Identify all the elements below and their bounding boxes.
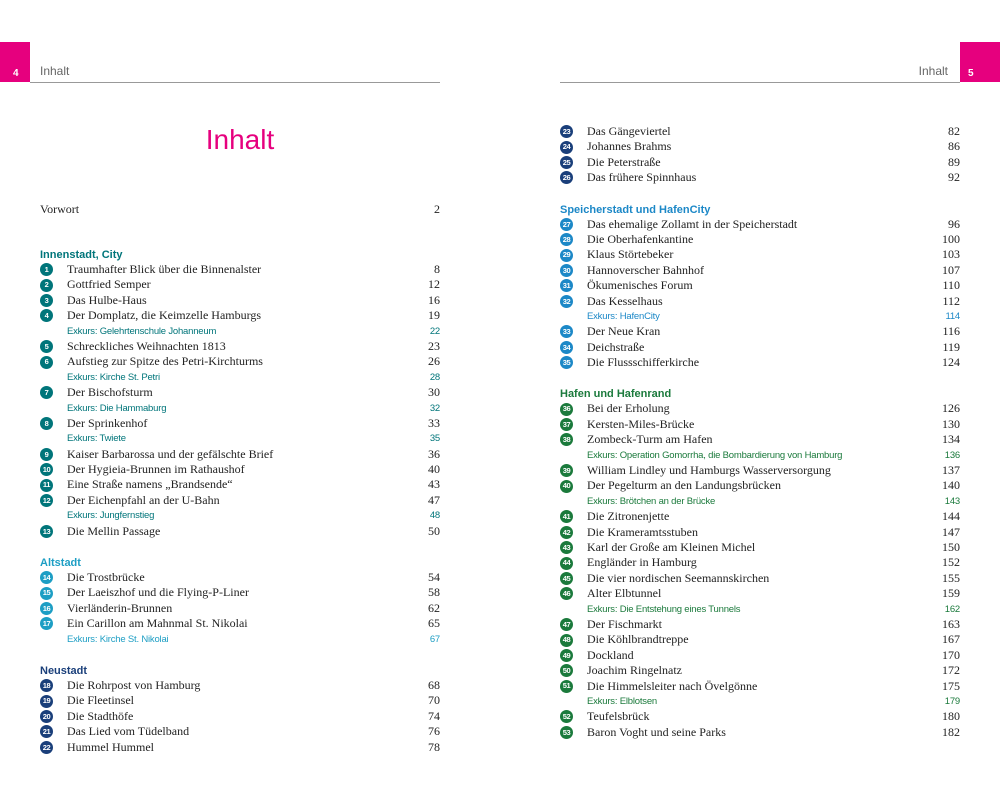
- number-badge-icon: 17: [40, 617, 53, 630]
- entry-title: Karl der Große am Kleinen Michel: [587, 539, 756, 554]
- entry-title: Teufelsbrück: [587, 709, 650, 724]
- toc-entry[interactable]: [560, 709, 960, 724]
- entry-title: William Lindley und Hamburgs Wasserversorgung: [587, 463, 831, 478]
- entry-title: Der Fischmarkt: [587, 616, 662, 631]
- running-header-left: Inhalt: [40, 64, 70, 78]
- entry-title: Baron Voght und seine Parks: [587, 724, 726, 739]
- entry-page: 134: [942, 432, 960, 447]
- number-badge-icon: 49: [560, 649, 573, 662]
- entry-title: Das ehemalige Zollamt in der Speicherstadt: [587, 216, 798, 231]
- entry-page: 170: [942, 647, 960, 662]
- number-badge-icon: 52: [560, 710, 573, 723]
- toc-entry[interactable]: [560, 247, 960, 262]
- entry-title: Die Zitronenjette: [587, 509, 670, 524]
- entry-title: Das frühere Spinnhaus: [587, 170, 697, 185]
- toc-entry[interactable]: [40, 462, 440, 477]
- number-badge-icon: 31: [560, 279, 573, 292]
- toc-section: [560, 387, 960, 740]
- entry-title: Aufstieg zur Spitze des Petri-Kirchturms: [67, 354, 263, 369]
- entry-title: Der Neue Kran: [587, 324, 661, 339]
- toc-entry[interactable]: [560, 663, 960, 678]
- entry-title: Hummel Hummel: [67, 739, 154, 754]
- number-badge-icon: 4: [40, 309, 53, 322]
- entry-title: Klaus Störtebeker: [587, 247, 674, 262]
- entry-page: 100: [942, 231, 960, 246]
- toc-exkurs-entry[interactable]: [40, 508, 440, 523]
- number-badge-icon: 3: [40, 294, 53, 307]
- toc-entry[interactable]: [560, 294, 960, 309]
- entry-page: 70: [428, 693, 440, 708]
- entry-page: 119: [942, 339, 960, 354]
- entry-page: 43: [428, 477, 440, 492]
- toc-entry[interactable]: [560, 679, 960, 694]
- toc-entry[interactable]: [40, 570, 440, 585]
- entry-title: Das Gängeviertel: [587, 124, 671, 138]
- toc-exkurs-entry[interactable]: [560, 694, 960, 709]
- entry-title: Johannes Brahms: [587, 139, 672, 154]
- entry-title: Eine Straße namens „Brandsende“: [67, 477, 233, 492]
- entry-page: 144: [942, 509, 960, 524]
- entry-page: 16: [428, 292, 440, 307]
- entry-title: Der Hygieia-Brunnen im Rathaushof: [67, 462, 245, 477]
- entry-title: Der Sprinkenhof: [67, 415, 148, 430]
- entry-title: Exkurs: Kirche St. Nikolai: [67, 633, 169, 645]
- entry-title: Der Bischofsturm: [67, 385, 153, 400]
- entry-page: 180: [942, 709, 960, 724]
- toc-section: [560, 124, 960, 186]
- toc-entry[interactable]: [560, 725, 960, 740]
- entry-page: 130: [942, 416, 960, 431]
- entry-page: 35: [429, 433, 440, 445]
- number-badge-icon: 10: [40, 463, 53, 476]
- toc-entry[interactable]: [40, 416, 440, 431]
- entry-title: Vierländerin-Brunnen: [67, 600, 173, 615]
- toc-entry[interactable]: [40, 277, 440, 292]
- number-badge-icon: 37: [560, 418, 573, 431]
- number-badge-icon: 18: [40, 679, 53, 692]
- entry-title: Die Flussschifferkirche: [587, 355, 700, 370]
- number-badge-icon: 36: [560, 403, 573, 416]
- page-number-right: 5: [968, 68, 974, 79]
- toc-entry[interactable]: [40, 477, 440, 492]
- running-header-right: Inhalt: [918, 64, 948, 78]
- number-badge-icon: 51: [560, 680, 573, 693]
- toc-entry[interactable]: [560, 217, 960, 232]
- entry-title: Gottfried Semper: [67, 277, 151, 292]
- entry-page: 182: [942, 724, 960, 739]
- toc-entry[interactable]: [40, 262, 440, 277]
- toc-entry[interactable]: [560, 124, 960, 139]
- entry-page: 159: [942, 586, 960, 601]
- section-heading: Innenstadt, City: [40, 249, 123, 261]
- number-badge-icon: 15: [40, 587, 53, 600]
- entry-title: Ökumenisches Forum: [587, 278, 693, 293]
- vorwort-title: Vorwort: [40, 202, 80, 216]
- entry-title: Die Mellin Passage: [67, 523, 161, 538]
- number-badge-icon: 22: [40, 741, 53, 754]
- entry-page: 143: [944, 495, 960, 507]
- number-badge-icon: 28: [560, 233, 573, 246]
- toc-entry[interactable]: [560, 525, 960, 540]
- entry-title: Exkurs: Kirche St. Petri: [67, 371, 160, 383]
- number-badge-icon: 38: [560, 433, 573, 446]
- number-badge-icon: 43: [560, 541, 573, 554]
- toc-entry[interactable]: [560, 432, 960, 447]
- toc-entry[interactable]: [40, 724, 440, 739]
- number-badge-icon: 12: [40, 494, 53, 507]
- entry-page: 58: [428, 585, 440, 600]
- entry-title: Zombeck-Turm am Hafen: [587, 432, 713, 447]
- toc-section: [40, 556, 440, 647]
- entry-title: Deichstraße: [587, 339, 645, 354]
- entry-title: Kersten-Miles-Brücke: [587, 416, 695, 431]
- entry-page: 62: [428, 600, 440, 615]
- number-badge-icon: 32: [560, 295, 573, 308]
- toc-exkurs-entry[interactable]: [40, 370, 440, 385]
- entry-title: Exkurs: Brötchen an der Brücke: [587, 495, 716, 507]
- number-badge-icon: 26: [560, 171, 573, 184]
- entry-page: 50: [428, 523, 440, 538]
- number-badge-icon: 27: [560, 218, 573, 231]
- entry-page: 65: [428, 616, 440, 631]
- entry-title: Der Domplatz, die Keimzelle Hamburgs: [67, 308, 262, 323]
- entry-title: Exkurs: Die Hammaburg: [67, 402, 167, 414]
- entry-page: 150: [942, 539, 960, 554]
- header-rule-left: [30, 82, 440, 83]
- number-badge-icon: 7: [40, 386, 53, 399]
- entry-page: 112: [942, 293, 960, 308]
- entry-page: 12: [428, 277, 440, 292]
- vorwort-page: 2: [434, 202, 440, 216]
- number-badge-icon: 29: [560, 249, 573, 262]
- number-badge-icon: 30: [560, 264, 573, 277]
- toc-entry[interactable]: [40, 493, 440, 508]
- entry-title: Exkurs: Operation Gomorrha, die Bombardierung von Hamburg: [587, 449, 843, 461]
- entry-page: 54: [428, 570, 440, 585]
- entry-title: Die vier nordischen Seemannskirchen: [587, 570, 770, 585]
- entry-title: Das Kesselhaus: [587, 293, 663, 308]
- entry-title: Exkurs: Elblotsen: [587, 695, 657, 707]
- entry-title: Exkurs: Twiete: [67, 433, 126, 445]
- entry-page: 36: [428, 446, 440, 461]
- number-badge-icon: 45: [560, 572, 573, 585]
- entry-title: Der Eichenpfahl an der U-Bahn: [67, 492, 220, 507]
- toc-entry[interactable]: [560, 463, 960, 478]
- toc-entry[interactable]: [40, 354, 440, 369]
- entry-page: 126: [942, 401, 960, 416]
- toc-entry[interactable]: [560, 555, 960, 570]
- entry-page: 96: [948, 216, 960, 231]
- toc-left-column: [40, 248, 440, 772]
- entry-title: Die Rohrpost von Hamburg: [67, 677, 201, 692]
- toc-entry[interactable]: [40, 709, 440, 724]
- number-badge-icon: 48: [560, 634, 573, 647]
- toc-entry[interactable]: [40, 616, 440, 631]
- entry-page: 22: [429, 325, 440, 337]
- toc-exkurs-entry[interactable]: [40, 401, 440, 416]
- entry-page: 147: [942, 524, 960, 539]
- toc-entry[interactable]: [560, 170, 960, 185]
- entry-page: 74: [428, 708, 440, 723]
- toc-entry[interactable]: [40, 339, 440, 354]
- entry-page: 47: [428, 492, 440, 507]
- number-badge-icon: 41: [560, 510, 573, 523]
- entry-title: Die Köhlbrandtreppe: [587, 632, 689, 647]
- entry-page: 48: [429, 510, 440, 522]
- entry-title: Engländer in Hamburg: [587, 555, 697, 570]
- entry-page: 114: [945, 310, 960, 322]
- entry-page: 28: [429, 371, 440, 383]
- section-heading: Altstadt: [40, 557, 81, 570]
- toc-entry[interactable]: [560, 155, 960, 170]
- number-badge-icon: 47: [560, 618, 573, 631]
- entry-title: Die Fleetinsel: [67, 693, 134, 708]
- entry-title: Schreckliches Weihnachten 1813: [67, 338, 226, 353]
- page-number-tab-right: [960, 42, 1000, 82]
- number-badge-icon: 20: [40, 710, 53, 723]
- entry-page: 136: [944, 449, 960, 461]
- entry-page: 103: [942, 247, 960, 262]
- toc-entry[interactable]: [560, 509, 960, 524]
- number-badge-icon: 19: [40, 695, 53, 708]
- entry-title: Die Himmelsleiter nach Övelgönne: [587, 678, 758, 693]
- entry-page: 78: [428, 739, 440, 754]
- toc-entry[interactable]: [40, 308, 440, 323]
- entry-title: Bei der Erholung: [587, 401, 670, 416]
- number-badge-icon: 46: [560, 587, 573, 600]
- entry-page: 92: [948, 170, 960, 185]
- toc-exkurs-entry[interactable]: [40, 632, 440, 647]
- entry-title: Die Stadthöfe: [67, 708, 134, 723]
- entry-title: Kaiser Barbarossa und der gefälschte Brief: [67, 446, 274, 461]
- entry-page: 152: [942, 555, 960, 570]
- toc-entry[interactable]: [560, 417, 960, 432]
- number-badge-icon: 8: [40, 417, 53, 430]
- number-badge-icon: 13: [40, 525, 53, 538]
- number-badge-icon: 44: [560, 557, 573, 570]
- entry-page: 8: [434, 262, 440, 276]
- entry-page: 67: [429, 633, 440, 645]
- toc-right-column: [560, 124, 960, 757]
- toc-entry-vorwort[interactable]: [40, 202, 440, 217]
- toc-section: [40, 664, 440, 755]
- number-badge-icon: 53: [560, 726, 573, 739]
- entry-page: 30: [428, 385, 440, 400]
- toc-entry[interactable]: [560, 478, 960, 493]
- entry-title: Dockland: [587, 647, 634, 662]
- entry-page: 163: [942, 616, 960, 631]
- entry-title: Das Hulbe-Haus: [67, 292, 147, 307]
- entry-page: 32: [429, 402, 440, 414]
- toc-entry[interactable]: [40, 585, 440, 600]
- number-badge-icon: 5: [40, 340, 53, 353]
- entry-title: Exkurs: HafenCity: [587, 310, 660, 322]
- entry-page: 155: [942, 570, 960, 585]
- entry-page: 167: [942, 632, 960, 647]
- toc-entry[interactable]: [560, 139, 960, 154]
- toc-title: Inhalt: [205, 124, 275, 155]
- number-badge-icon: 25: [560, 156, 573, 169]
- number-badge-icon: 1: [40, 263, 53, 276]
- number-badge-icon: 23: [560, 125, 573, 138]
- entry-page: 86: [948, 139, 960, 154]
- toc-section: [40, 248, 440, 539]
- entry-page: 124: [942, 355, 960, 370]
- toc-entry[interactable]: [560, 571, 960, 586]
- toc-entry[interactable]: [40, 293, 440, 308]
- entry-page: 76: [428, 724, 440, 739]
- toc-entry[interactable]: [560, 355, 960, 370]
- toc-exkurs-entry[interactable]: [40, 324, 440, 339]
- entry-title: Der Pegelturm an den Landungsbrücken: [587, 478, 781, 493]
- number-badge-icon: 33: [560, 325, 573, 338]
- entry-page: 172: [942, 663, 960, 678]
- toc-entry[interactable]: [560, 324, 960, 339]
- entry-page: 116: [942, 324, 960, 339]
- number-badge-icon: 2: [40, 279, 53, 292]
- toc-entry[interactable]: [40, 693, 440, 708]
- number-badge-icon: 24: [560, 141, 573, 154]
- toc-exkurs-entry[interactable]: [560, 494, 960, 509]
- number-badge-icon: 21: [40, 725, 53, 738]
- toc-entry[interactable]: [560, 232, 960, 247]
- entry-title: Die Peterstraße: [587, 154, 661, 169]
- entry-page: 179: [944, 695, 960, 707]
- number-badge-icon: 40: [560, 480, 573, 493]
- entry-title: Das Lied vom Tüdelband: [67, 724, 190, 739]
- toc-entry[interactable]: [560, 586, 960, 601]
- section-heading: Hafen und Hafenrand: [560, 388, 672, 401]
- entry-page: 19: [428, 308, 440, 323]
- entry-title: Exkurs: Jungfernstieg: [67, 510, 155, 522]
- entry-title: Der Laeiszhof und die Flying-P-Liner: [67, 585, 249, 600]
- number-badge-icon: 35: [560, 356, 573, 369]
- entry-title: Ein Carillon am Mahnmal St. Nikolai: [67, 616, 248, 631]
- page-number-tab-left: [0, 42, 30, 82]
- number-badge-icon: 42: [560, 526, 573, 539]
- toc-entry[interactable]: [560, 648, 960, 663]
- entry-page: 175: [942, 678, 960, 693]
- toc-entry[interactable]: [40, 447, 440, 462]
- toc-exkurs-entry[interactable]: [560, 448, 960, 463]
- entry-page: 68: [428, 677, 440, 692]
- toc-entry[interactable]: [560, 632, 960, 647]
- toc-entry[interactable]: [560, 263, 960, 278]
- entry-page: 33: [428, 415, 440, 430]
- entry-page: 110: [942, 278, 960, 293]
- number-badge-icon: 39: [560, 464, 573, 477]
- entry-page: 140: [942, 478, 960, 493]
- toc-entry[interactable]: [560, 401, 960, 416]
- toc-entry[interactable]: [560, 340, 960, 355]
- entry-title: Die Oberhafenkantine: [587, 231, 694, 246]
- page-number-left: 4: [13, 68, 19, 79]
- number-badge-icon: 11: [40, 479, 53, 492]
- toc-entry[interactable]: [560, 617, 960, 632]
- entry-title: Die Trostbrücke: [67, 570, 145, 585]
- number-badge-icon: 14: [40, 571, 53, 584]
- toc-exkurs-entry[interactable]: [560, 309, 960, 324]
- header-rule-right: [560, 82, 960, 83]
- entry-page: 23: [428, 338, 440, 353]
- toc-section: [560, 203, 960, 371]
- toc-entry[interactable]: [40, 524, 440, 539]
- entry-page: 26: [428, 354, 440, 369]
- number-badge-icon: 16: [40, 602, 53, 615]
- number-badge-icon: 9: [40, 448, 53, 461]
- toc-entry[interactable]: [40, 740, 440, 755]
- toc-entry[interactable]: [40, 678, 440, 693]
- entry-title: Die Krameramtsstuben: [587, 524, 698, 539]
- entry-title: Alter Elbtunnel: [587, 586, 662, 601]
- entry-page: 40: [428, 462, 440, 477]
- entry-page: 107: [942, 262, 960, 277]
- toc-entry[interactable]: [40, 385, 440, 400]
- toc-exkurs-entry[interactable]: [560, 602, 960, 617]
- number-badge-icon: 34: [560, 341, 573, 354]
- entry-title: Hannoverscher Bahnhof: [587, 262, 704, 277]
- number-badge-icon: 50: [560, 664, 573, 677]
- toc-exkurs-entry[interactable]: [40, 431, 440, 446]
- entry-page: 82: [948, 124, 960, 138]
- entry-title: Traumhafter Blick über die Binnenalster: [67, 262, 262, 276]
- toc-entry[interactable]: [560, 540, 960, 555]
- toc-entry[interactable]: [40, 601, 440, 616]
- entry-page: 137: [942, 463, 960, 478]
- toc-entry[interactable]: [560, 278, 960, 293]
- section-heading: Neustadt: [40, 664, 88, 677]
- entry-title: Exkurs: Die Entstehung eines Tunnels: [587, 603, 741, 615]
- section-heading: Speicherstadt und HafenCity: [560, 203, 711, 216]
- entry-page: 162: [944, 603, 960, 615]
- number-badge-icon: 6: [40, 356, 53, 369]
- entry-page: 89: [948, 154, 960, 169]
- entry-title: Exkurs: Gelehrtenschule Johanneum: [67, 325, 217, 337]
- entry-title: Joachim Ringelnatz: [587, 663, 682, 678]
